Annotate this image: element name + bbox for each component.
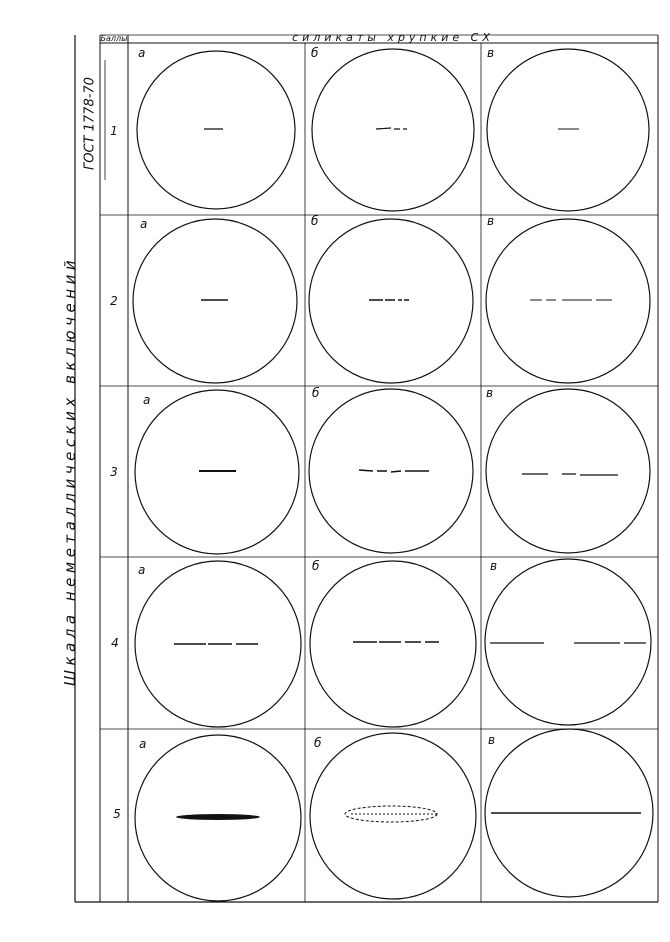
micrograph-2a (129, 218, 301, 384)
micrograph-1c (482, 48, 654, 212)
micrograph-3a (132, 389, 302, 555)
variant-label-b: б (312, 386, 320, 400)
micrograph-4b (307, 560, 479, 728)
row-score-4: 4 (111, 636, 119, 650)
micrograph-3c (482, 388, 656, 554)
micrograph-4c (482, 558, 654, 726)
micrograph-5c (481, 728, 657, 898)
scale-title: Шкала неметаллических включений (61, 255, 79, 686)
variant-label-v: в (490, 559, 498, 573)
micrograph-1b (306, 48, 478, 212)
micrograph-4a (132, 560, 304, 728)
variant-label-v: в (486, 386, 494, 400)
variant-label-b: б (311, 46, 319, 60)
micrograph-3b (305, 388, 477, 554)
variant-label-b: б (312, 559, 320, 573)
header-score-column: Баллы (100, 34, 128, 43)
micrograph-1a (131, 50, 301, 210)
micrograph-2c (482, 218, 656, 384)
micrograph-5b (307, 732, 479, 900)
variant-label-a: а (139, 737, 147, 751)
row-score-2: 2 (110, 294, 118, 308)
variant-label-v: в (488, 733, 496, 747)
variant-label-a: а (140, 217, 148, 231)
variant-label-b: б (314, 736, 322, 750)
micrograph-2b (305, 218, 477, 384)
micrograph-5a (132, 734, 306, 902)
row-score-3: 3 (110, 465, 118, 479)
standard-number: ГОСТ 1778-70 (82, 77, 98, 170)
variant-label-a: а (138, 563, 146, 577)
variant-label-v: в (487, 46, 495, 60)
header-inclusion-type: силикаты хрупкие СХ (292, 31, 494, 44)
variant-label-b: б (311, 214, 319, 228)
variant-label-a: а (143, 393, 151, 407)
row-score-1: 1 (110, 124, 118, 138)
row-score-5: 5 (113, 807, 121, 821)
variant-label-v: в (487, 214, 495, 228)
variant-label-a: а (138, 46, 146, 60)
